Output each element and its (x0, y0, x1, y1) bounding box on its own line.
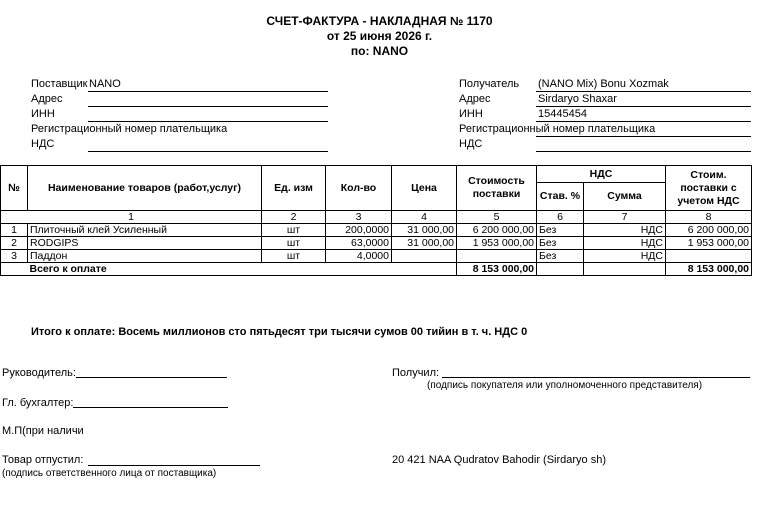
supplier-inn-line (88, 121, 328, 122)
row-total: 6 200 000,00 (666, 224, 752, 237)
recipient-address-label: Адрес (459, 93, 491, 105)
recipient-inn-label: ИНН (459, 108, 483, 120)
received-label: Получил: (392, 367, 440, 379)
col-header-vat-rate: Став. % (537, 183, 584, 211)
col-header-name: Наименование товаров (работ,услуг) (28, 166, 262, 211)
row-unit: шт (262, 250, 326, 263)
row-qty: 200,0000 (326, 224, 392, 237)
col-number: 8 (666, 211, 752, 224)
col-number: 6 (537, 211, 584, 224)
row-vat-rate: Без (537, 224, 584, 237)
row-qty: 4,0000 (326, 250, 392, 263)
recipient-line (536, 91, 751, 92)
col-number: 1 (1, 211, 262, 224)
row-vat-sum: НДС (584, 250, 666, 263)
table-row (1, 237, 752, 250)
col-header-qty: Кол-во (326, 166, 392, 211)
total-label: Всего к оплате (28, 263, 457, 276)
col-header-num: № (1, 166, 28, 211)
recipient-reg-label: Регистрационный номер плательщика (459, 123, 656, 135)
row-unit: шт (262, 224, 326, 237)
recipient-inn-line (536, 121, 751, 122)
total-row (1, 263, 752, 276)
row-qty: 63,0000 (326, 237, 392, 250)
row-vat-sum: НДС (584, 224, 666, 237)
invoice-table (0, 165, 752, 276)
supplier-vat-line (88, 151, 328, 152)
supplier-label: Поставщик (31, 78, 88, 90)
supplier-inn-label: ИНН (31, 108, 55, 120)
row-num: 3 (1, 250, 28, 263)
supplier-value: NANO (89, 78, 121, 90)
col-header-vat: НДС (537, 166, 666, 183)
row-vat-sum: НДС (584, 237, 666, 250)
recipient-vat-line (536, 151, 751, 152)
document-title: СЧЕТ-ФАКТУРА - НАКЛАДНАЯ № 1170 (266, 14, 493, 28)
col-header-price: Цена (392, 166, 457, 211)
col-number: 7 (584, 211, 666, 224)
supplier-line (88, 91, 328, 92)
row-price: 31 000,00 (392, 224, 457, 237)
row-num: 2 (1, 237, 28, 250)
released-label: Товар отпустил: (2, 454, 84, 466)
row-price: 31 000,00 (392, 237, 457, 250)
accountant-signature-line (73, 407, 228, 408)
table-row (1, 250, 752, 263)
row-name: RODGIPS (28, 237, 262, 250)
total-cost: 8 153 000,00 (457, 263, 537, 276)
recipient-address-line (536, 106, 751, 107)
recipient-address-value: Sirdaryo Shaxar (538, 93, 617, 105)
row-name: Паддон (28, 250, 262, 263)
director-label: Руководитель: (2, 367, 76, 379)
row-price (392, 250, 457, 263)
supplier-address-footer: 20 421 NAA Qudratov Bahodir (Sirdaryo sh) (392, 454, 607, 466)
recipient-reg-line (536, 136, 751, 137)
col-number: 4 (392, 211, 457, 224)
recipient-vat-label: НДС (459, 138, 483, 150)
payment-summary: Итого к оплате: Восемь миллионов сто пятьдесят три тысячи сумов 00 тийин в т. ч. НДС 0 (31, 326, 528, 338)
col-number: 3 (326, 211, 392, 224)
row-unit: шт (262, 237, 326, 250)
accountant-label: Гл. бухгалтер: (2, 397, 74, 409)
released-signature-line (88, 465, 260, 466)
col-header-vat-sum: Сумма (584, 183, 666, 211)
recipient-value: (NANO Mix) Bonu Xozmak (538, 78, 669, 90)
supplier-vat-label: НДС (31, 138, 55, 150)
seal-label: М.П(при наличи (2, 425, 84, 437)
col-header-unit: Ед. изм (262, 166, 326, 211)
recipient-inn-value: 15445454 (538, 108, 587, 120)
row-vat-rate: Без (537, 250, 584, 263)
row-cost: 6 200 000,00 (457, 224, 537, 237)
received-signature-line (442, 377, 750, 378)
table-row (1, 224, 752, 237)
supplier-address-label: Адрес (31, 93, 63, 105)
col-number: 2 (262, 211, 326, 224)
received-note: (подпись покупателя или уполномоченного представителя) (427, 380, 703, 391)
document-basis: по: NANO (350, 44, 409, 58)
row-cost: 1 953 000,00 (457, 237, 537, 250)
supplier-address-line (88, 106, 328, 107)
row-name: Плиточный клей Усиленный (28, 224, 262, 237)
row-total: 1 953 000,00 (666, 237, 752, 250)
released-note: (подпись ответственного лица от поставщика) (2, 468, 217, 479)
row-cost (457, 250, 537, 263)
director-signature-line (76, 377, 227, 378)
document-date: от 25 июня 2026 г. (326, 29, 433, 43)
col-header-cost: Стоимость поставки (457, 166, 537, 211)
total-with-vat: 8 153 000,00 (666, 263, 752, 276)
recipient-label: Получатель (459, 78, 520, 90)
row-vat-rate: Без (537, 237, 584, 250)
row-total (666, 250, 752, 263)
supplier-reg-label: Регистрационный номер плательщика (31, 123, 228, 135)
col-header-total: Стоим. поставки с учетом НДС (666, 166, 752, 211)
row-num: 1 (1, 224, 28, 237)
col-number: 5 (457, 211, 537, 224)
